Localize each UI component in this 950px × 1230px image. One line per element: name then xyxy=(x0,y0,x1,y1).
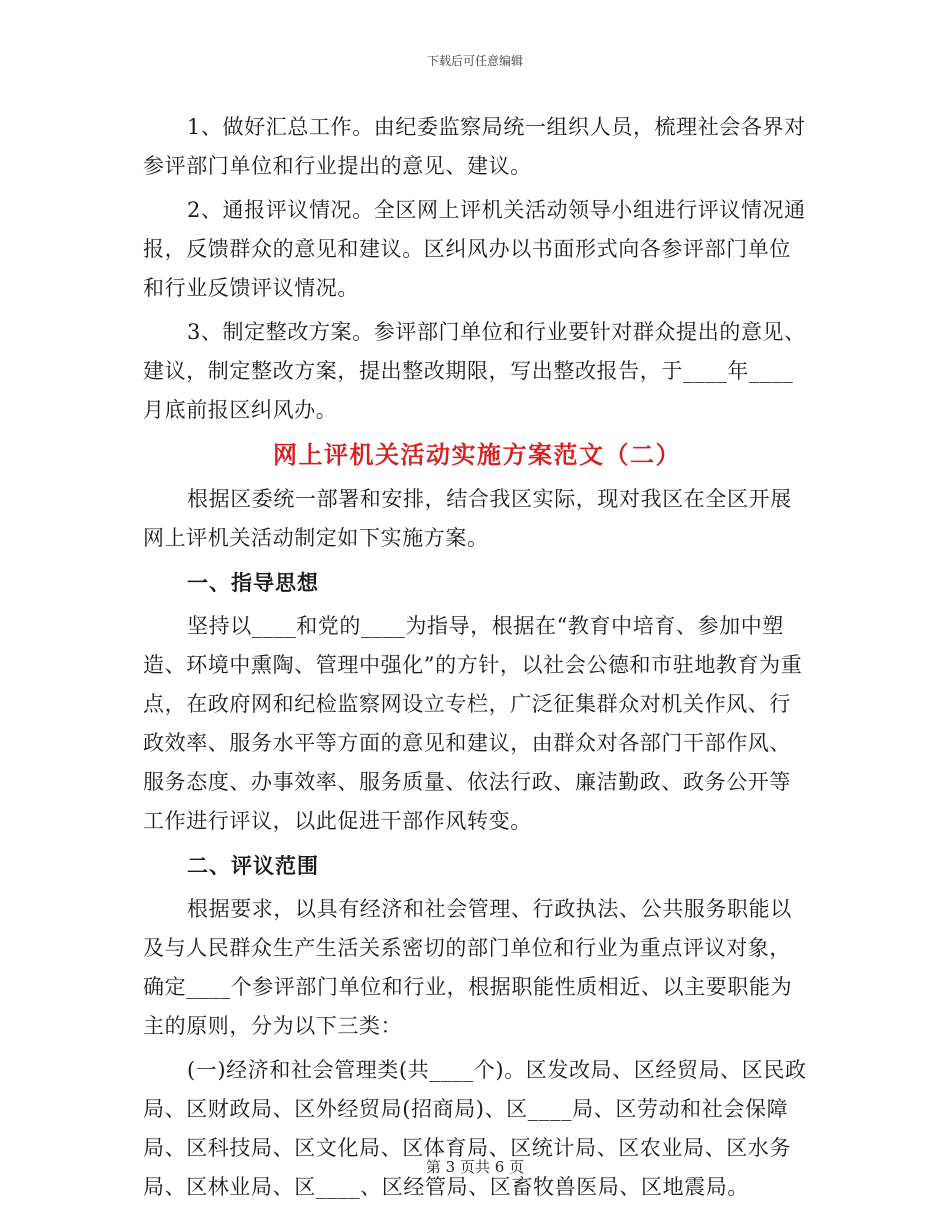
paragraph-intro: 根据区委统一部署和安排，结合我区实际，现对我区在全区开展网上评机关活动制定如下实施方案。 xyxy=(143,487,792,550)
heading-guiding-ideology: 一、指导思想 xyxy=(187,570,319,595)
paragraph-rectification-plan: 3、制定整改方案。参评部门单位和行业要针对群众提出的意见、建议，制定整改方案，提出整改期限，写出整改报告，于____年____月底前报区纠风办。 xyxy=(143,320,806,422)
paragraph-economic-category: (一)经济和社会管理类(共____个)。区发改局、区经贸局、区民政局、区财政局、区外经贸局(招商局)、区____局、区劳动和社会保障局、区科技局、区文化局、区体育局、区统计局、区农业局、区水务局、区林业局、区____、区经管局、区畜牧兽医局、区地震局。 xyxy=(143,1058,807,1199)
section-title: 网上评机关活动实施方案范文（二） xyxy=(273,440,681,469)
document-body xyxy=(143,108,811,1212)
page-header: 下载后可任意编辑 xyxy=(426,54,523,68)
paragraph-guiding-ideology: 坚持以____和党的____为指导，根据在“教育中培育、参加中塑造、环境中熏陶、管理中强化”的方针，以社会公德和市驻地教育为重点，在政府网和纪检监察网设立专栏，广泛征集群众对机关作风、行政效率、服务水平等方面的意见和建议，由群众对各部门干部作风、服务态度、办事效率、服务质量、依法行政、廉洁勤政、政务公开等工作进行评议，以此促进干部作风转变。 xyxy=(143,614,803,833)
heading-evaluation-scope: 二、评议范围 xyxy=(187,853,319,878)
paragraph-summary-work: 1、做好汇总工作。由纪委监察局统一组织人员，梳理社会各界对参评部门单位和行业提出的意见、建议。 xyxy=(143,115,806,178)
paragraph-evaluation-scope: 根据要求，以具有经济和社会管理、行政执法、公共服务职能以及与人民群众生产生活关系密切的部门单位和行业为重点评议对象，确定____个参评部门单位和行业，根据职能性质相近、以主要职能为主的原则，分为以下三类： xyxy=(143,897,793,1038)
page-footer: 第 3 页共 6 页 xyxy=(425,1158,525,1176)
paragraph-report-results: 2、通报评议情况。全区网上评机关活动领导小组进行评议情况通报，反馈群众的意见和建议。区纠风办以书面形式向各参评部门单位和行业反馈评议情况。 xyxy=(143,198,806,300)
